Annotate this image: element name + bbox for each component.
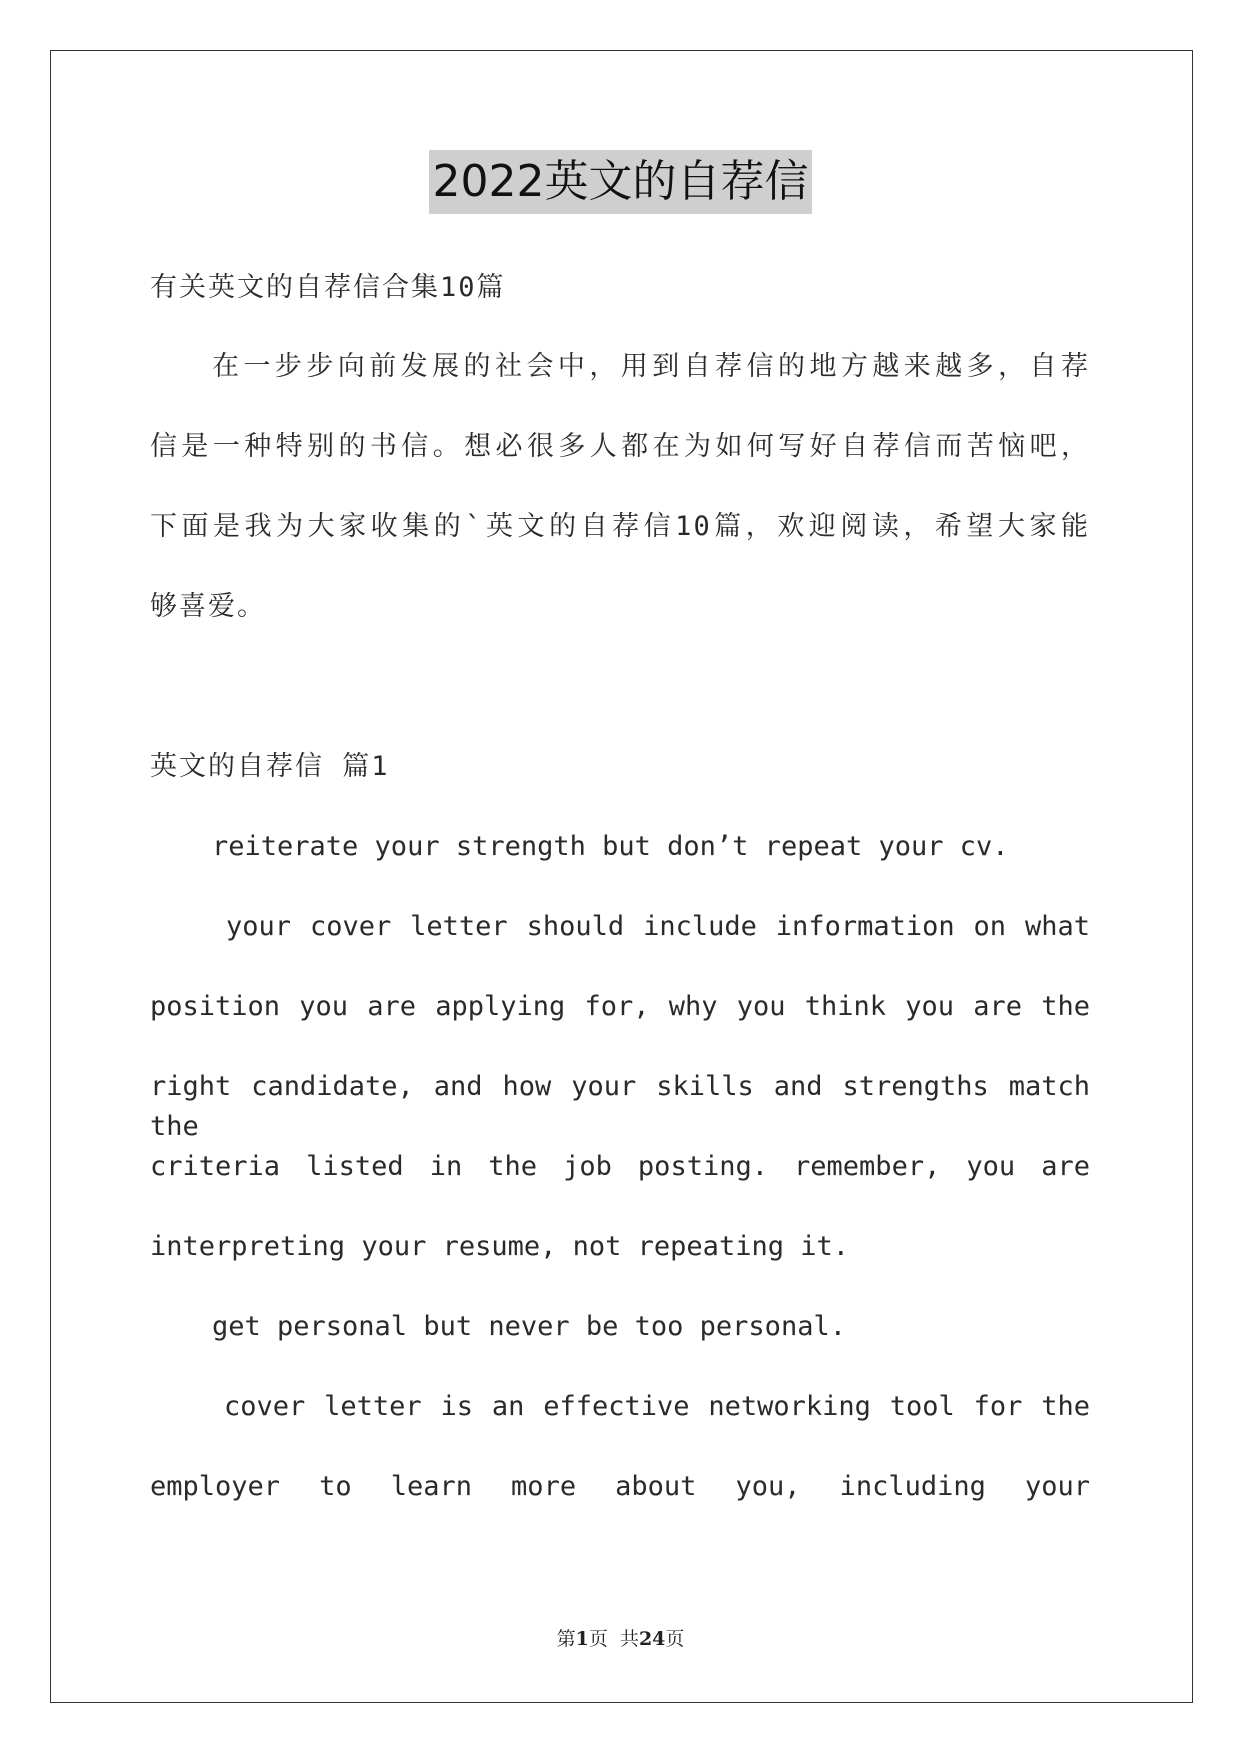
footer-page-number: 1 (575, 1628, 589, 1650)
body-line-7: get personal but never be too personal. (212, 1311, 846, 1342)
body-line-1: reiterate your strength but don’t repeat your cv. (212, 831, 1009, 862)
title-container (0, 150, 1241, 214)
intro-line-4: 够喜爱。 (150, 591, 266, 622)
section-heading: 英文的自荐信 篇1 (150, 751, 390, 782)
body-line-9: employer to learn more about you, including your (150, 1471, 1090, 1502)
subtitle: 有关英文的自荐信合集10篇 (150, 272, 506, 303)
intro-line-2: 信是一种特别的书信。想必很多人都在为如何写好自荐信而苦恼吧， (150, 431, 1090, 462)
footer-prefix: 第 (556, 1628, 576, 1650)
footer-total-pages: 24 (638, 1628, 666, 1650)
body-line-3: position you are applying for, why you think you are the (150, 991, 1090, 1022)
body-line-2: your cover letter should include information on what (226, 911, 1090, 942)
intro-line-3: 下面是我为大家收集的`英文的自荐信10篇，欢迎阅读，希望大家能 (150, 511, 1090, 542)
body-line-4: right candidate, and how your skills and strengths match the (150, 1071, 1090, 1142)
footer-mid: 页 共 (588, 1628, 639, 1650)
page-footer (0, 1624, 1241, 1651)
intro-line-1: 在一步步向前发展的社会中，用到自荐信的地方越来越多，自荐 (212, 351, 1090, 382)
footer-suffix: 页 (665, 1628, 685, 1650)
body-line-5: criteria listed in the job posting. remember, you are (150, 1151, 1090, 1182)
body-line-6: interpreting your resume, not repeating it. (150, 1231, 849, 1262)
body-line-8: cover letter is an effective networking tool for the (224, 1391, 1090, 1422)
document-title: 2022英文的自荐信 (429, 150, 813, 214)
